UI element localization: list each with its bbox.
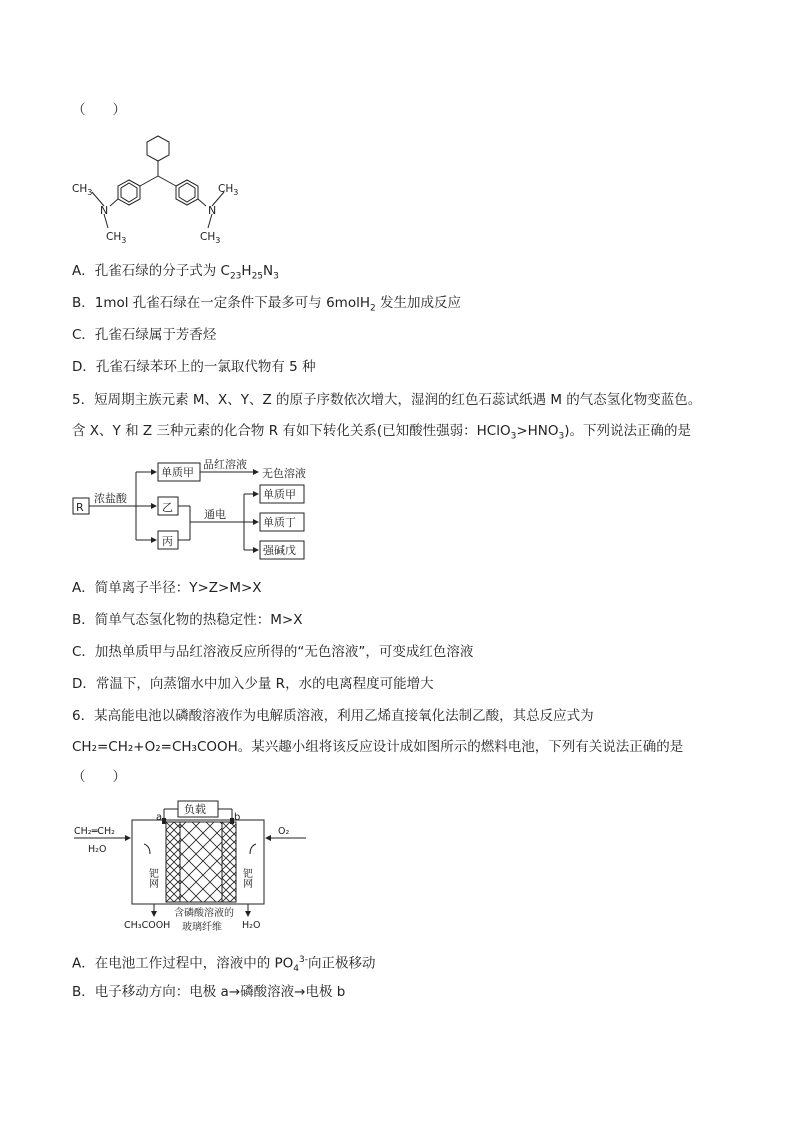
q5-stem-text: >HNO xyxy=(516,423,559,439)
q4-ch3-label: $CH_3$ xyxy=(106,231,127,245)
q4-ch3-label: $CH_3$ xyxy=(200,231,221,245)
q6-option-a-text: 向正极移动 xyxy=(308,955,376,972)
q5-node-wuse: 无色溶液 xyxy=(262,467,306,480)
q5-node-out3: 强碱戊 xyxy=(263,544,296,557)
q5-stem-line2 xyxy=(72,421,691,447)
q6-pd-mesh-right: 钯网 xyxy=(240,868,252,888)
q4-ch3-label: $CH_3$ xyxy=(218,183,239,197)
q6-pd-mesh-left: 钯网 xyxy=(146,868,158,888)
q4-option-c: C．孔雀石绿属于芳香烃 xyxy=(72,327,217,343)
q4-paren: （ ） xyxy=(72,102,126,118)
q5-node-bing: 丙 xyxy=(162,535,173,548)
q4-option-a-text: N xyxy=(263,263,274,279)
q6-left-inlet: CH₂═CH₂ xyxy=(74,826,115,837)
q5-option-c: C．加热单质甲与品红溶液反应所得的“无色溶液”，可变成红色溶液 xyxy=(72,644,474,660)
subscript: 23 xyxy=(229,271,242,282)
q6-right-inlet: O₂ xyxy=(278,826,290,837)
q5-label-acid: 浓盐酸 xyxy=(94,492,127,505)
subscript: 4 xyxy=(293,964,300,975)
q6-glass-fiber-label: 含磷酸溶液的 xyxy=(174,908,234,919)
q6-electrode-b: b xyxy=(234,812,241,823)
q6-glass-fiber-label: 玻璃纤维 xyxy=(182,922,222,933)
q5-node-r: R xyxy=(76,501,84,514)
subscript: 25 xyxy=(251,271,264,282)
q6-stem-line1: 6．某高能电池以磷酸溶液作为电解质溶液，利用乙烯直接氧化法制乙酸，其总反应式为 xyxy=(72,708,594,724)
q5-stem-text: )。下列说法正确的是 xyxy=(564,423,692,439)
q4-option-d: D．孔雀石绿苯环上的一氯取代物有 5 种 xyxy=(72,359,316,375)
q4-ch3-label: $CH_3$ xyxy=(72,183,93,197)
q5-node-out2: 单质丁 xyxy=(263,516,296,529)
subscript: 2 xyxy=(370,303,376,314)
q5-conversion-diagram xyxy=(70,456,320,564)
q4-option-a-text: H xyxy=(241,263,252,279)
q4-n-right: N xyxy=(208,204,217,217)
q4-option-b xyxy=(72,293,461,319)
q5-node-out1: 单质甲 xyxy=(263,488,296,501)
q5-label-pinhong: 品红溶液 xyxy=(203,458,247,471)
q5-node-jia: 单质甲 xyxy=(161,466,194,479)
q5-option-a: A．简单离子半径：Y>Z>M>X xyxy=(72,580,262,596)
q4-n-left: N xyxy=(100,204,109,217)
q5-stem-text: 含 X、Y 和 Z 三种元素的化合物 R 有如下转化关系(已知酸性强弱：HClO xyxy=(72,423,511,439)
q5-option-b: B．简单气态氢化物的热稳定性：M>X xyxy=(72,612,303,628)
q6-electrode-a: a xyxy=(156,812,163,823)
q6-outlet-right: H₂O xyxy=(242,920,261,931)
q4-option-b-text: 发生加成反应 xyxy=(375,295,462,311)
q6-fuel-cell-diagram xyxy=(70,798,310,936)
q6-paren: （ ） xyxy=(72,769,126,785)
q6-load-label: 负载 xyxy=(184,803,206,816)
q5-node-yi: 乙 xyxy=(162,501,173,514)
subscript: 3 xyxy=(273,271,279,282)
subscript: 3 xyxy=(510,431,517,442)
q4-option-a-text: A．孔雀石绿的分子式为 C xyxy=(72,263,230,279)
q4-option-a xyxy=(72,261,279,287)
q6-option-b: B．电子移动方向：电极 a→磷酸溶液→电极 b xyxy=(72,984,346,1000)
q6-left-inlet-water: H₂O xyxy=(88,844,107,855)
q4-molecule-structure xyxy=(70,128,250,252)
subscript: 3 xyxy=(558,431,565,442)
q5-stem-line1: 5．短周期主族元素 M、X、Y、Z 的原子序数依次增大，湿润的红色石蕊试纸遇 M 的气态氢化物变蓝色。 xyxy=(72,392,702,408)
q5-option-d: D．常温下，向蒸馏水中加入少量 R，水的电离程度可能增大 xyxy=(72,676,434,692)
q6-outlet-left: CH₃COOH xyxy=(124,920,171,931)
q6-stem-line2: CH₂=CH₂+O₂=CH₃COOH。某兴趣小组将该反应设计成如图所示的燃料电池，下列有关说法正确的是 xyxy=(72,739,684,755)
q5-label-tongdian: 通电 xyxy=(204,508,226,521)
q6-option-a-text: A．在电池工作过程中，溶液中的 PO xyxy=(72,955,294,972)
q4-option-b-text: B．1mol 孔雀石绿在一定条件下最多可与 6molH xyxy=(72,295,370,311)
q6-option-a xyxy=(72,950,376,979)
superscript: 3- xyxy=(299,955,309,965)
